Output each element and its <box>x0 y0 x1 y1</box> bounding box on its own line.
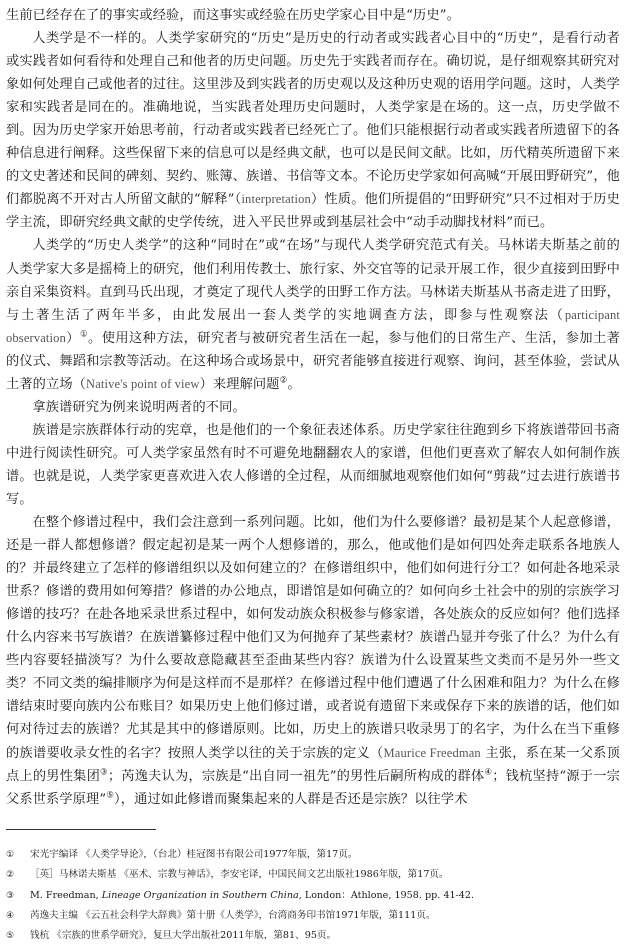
paragraph <box>6 234 620 395</box>
footnote-marker[interactable]: ② <box>279 375 288 386</box>
paragraph <box>6 4 620 27</box>
footnote-text <box>30 906 620 926</box>
footnote-number: ① <box>6 850 15 860</box>
footnote-item <box>6 906 620 926</box>
text-run: ［英］马林诺夫斯基 《巫术、宗教与神话》，李安宅译，中国民间文艺出版社1986年版，第17页。 <box>30 869 449 881</box>
footnote-text <box>30 886 620 906</box>
text-run: ；钱杭坚持“源于一宗父系世系学原理” <box>6 768 620 807</box>
text-run: ） <box>65 330 80 346</box>
latin-term: Maurice Freedman <box>383 745 481 760</box>
text-run: ），通过如此修谱而聚集起来的人群是否还是宗族？以往学术 <box>114 791 468 807</box>
text-run: 。使用这种方法，研究者与被研究者生活在一起，参与他们的日常生产、生活，参加土著的仪式、舞蹈和宗教等活动。在这种场合或场景中，研究者能够直接进行观察、询问，甚至体验，尝试从土著的立场（ <box>6 330 620 392</box>
footnote-item <box>6 865 620 885</box>
main-text <box>6 4 620 811</box>
text-run: 芮逸夫主编 《云五社会科学大辞典》第十册《人类学》，台湾商务印书馆1971年版，第111页。 <box>30 909 436 921</box>
footnote-text <box>30 845 620 865</box>
text-run: 人类学的“历史人类学”的这种“同时在”或“在场”与现代人类学研究范式有关。马林诺夫斯基之前的人类学家大多是摇椅上的研究，他们利用传教士、旅行家、外交官等的记录开展工作，很少直接到田野中亲自采集资料。直到马氏出现，才奠定了现代人类学的田野工作方法。马林诺夫斯基从书斋走进了田野，与土著生活了两年半多，由此发展出一套人类学的实地调查方法，即参与性观察法（ <box>6 238 620 323</box>
text-run: 宋光宇编译 《人类学导论》，（台北）桂冠图书有限公司1977年版，第17页。 <box>30 849 358 860</box>
latin-term: participant observation <box>6 307 620 345</box>
text-run: 主张，系在某一父系顶点上的男性集团 <box>6 745 620 784</box>
text-run: ；芮逸夫认为，宗族是“出自同一祖先”的男性后嗣所构成的群体 <box>107 768 485 784</box>
text-run: 族谱是宗族群体行动的宪章，也是他们的一个象征表述体系。历史学家往往跑到乡下将族谱带回书斋中进行阅读性研究。可人类学家虽然有时不可避免地翻翻农人的家谱，但他们更喜欢了解农人如何制作族谱。也就是说，人类学家更喜欢进入农人修谱的全过程，从而细腻地观察他们如何“剪裁”过去进行族谱书写。 <box>6 422 620 507</box>
footnote-item <box>6 886 620 906</box>
footnote-number: ⑤ <box>6 931 15 942</box>
text-run: 拿族谱研究为例来说明两者的不同。 <box>32 399 246 415</box>
text-run: 钱杭 《宗族的世系学研究》，复旦大学出版社2011年版，第81、95页。 <box>30 930 337 942</box>
footnote-divider <box>6 829 156 830</box>
footnote-text <box>30 926 620 946</box>
footnotes <box>6 845 620 946</box>
footnote-item <box>6 926 620 946</box>
text-run: 在整个修谱过程中，我们会注意到一系列问题。比如，他们为什么要修谱？最初是某个人起意修谱，还是一群人都想修谱？假定起初是某一两个人想修谱的，那么，他或他们是如何四处奔走联系各地族人的？并最终建立了怎样的修谱组织以及如何建立的？在修谱组织中，他们如何进行分工？如何赴各地采录世系？修谱的费用如何筹措？修谱的办公地点，即谱馆是如何确立的？如何向乡土社会中的别的宗族学习修谱的技巧？在赴各地采录世系过程中，如何发动族众积极参与修家谱，各处族众的反应如何？他们选择什么内容来书写族谱？在族谱纂修过程中他们又为何抛弃了某些素材？族谱凸显并夸张了什么？为什么有些内容要轻描淡写？为什么要故意隐藏甚至歪曲某些内容？族谱为什么设置某些文类而不是另外一些文类？不同文类的编排顺序为何是这样而不是那样？在修谱过程中他们遭遇了什么困难和阻力？为什么在修谱结束时要向族内公布账目？如果历史上他们修过谱，或者说有遗留下来或保存下来的族谱的话，他们如何对待过去的族谱？尤其是其中的修谱原则。比如，历史上的族谱只收录男丁的名字，为什么在当下重修的族谱要收录女性的名字？按照人类学以往的关于宗族的定义（ <box>6 515 620 761</box>
footnote-number: ③ <box>6 890 15 901</box>
text-run: 。 <box>287 376 301 392</box>
text-run: M. Freedman, <box>30 889 102 901</box>
paragraph <box>6 511 620 811</box>
text-run: ）来理解问题 <box>199 376 280 392</box>
paragraph <box>6 396 620 419</box>
footnote-marker[interactable]: ③ <box>100 767 108 778</box>
footnote-marker[interactable]: ① <box>79 329 89 340</box>
footnote-number: ④ <box>6 910 15 921</box>
footnote-marker[interactable]: ⑤ <box>106 790 115 801</box>
text-run: 生前已经存在了的事实或经验，而这事实或经验在历史学家心目中是“历史”。 <box>6 8 460 23</box>
book-title: Lineage Organization in Southern China <box>101 889 299 901</box>
text-run: 人类学是不一样的。人类学家研究的“历史”是历史的行动者或实践者心目中的“历史”，是看行动者或实践者如何看待和处理自己和他者的历史问题。历史先于实践者而存在。确切说，是仔细观察其研究对象如何处理自己或他者的过往。这里涉及到实践者的历史观以及这种历史观的语用学问题。这时，人类学家和实践者是同在的。准确地说，当实践者处理历史问题时，人类学家是在场的。这一点，历史学做不到。因为历史学家开始思考前，行动者或实践者已经死亡了。他们只能根据行动者或实践者所遗留下的各种信息进行阐释。这些保留下来的信息可以是经典文献，也可以是民间文献。比如，历代精英所遗留下来的文史著述和民间的碑刻、契约、账簿、族谱、书信等文本。不论历史学家如何高喊“开展田野研究”，他们都脱离不开对古人所留文献的“解释”（ <box>6 31 620 208</box>
paragraph <box>6 419 620 511</box>
footnote-text <box>30 865 620 885</box>
footnote-item <box>6 845 620 865</box>
footnote-marker[interactable]: ④ <box>484 767 493 778</box>
text-run: ）性质。他们所提倡的“田野研究”只不过相对于历史学主流，即研究经典文献的史学传统，进入平民世界或到基层社会中“动手动脚找材料”而已。 <box>6 192 620 231</box>
latin-term: Native's point of view <box>86 376 200 391</box>
footnote-number: ② <box>6 870 15 881</box>
latin-term: interpretation <box>241 192 311 207</box>
text-run: , London：Athlone, 1958. pp. 41-42. <box>298 889 475 901</box>
paragraph <box>6 27 620 234</box>
